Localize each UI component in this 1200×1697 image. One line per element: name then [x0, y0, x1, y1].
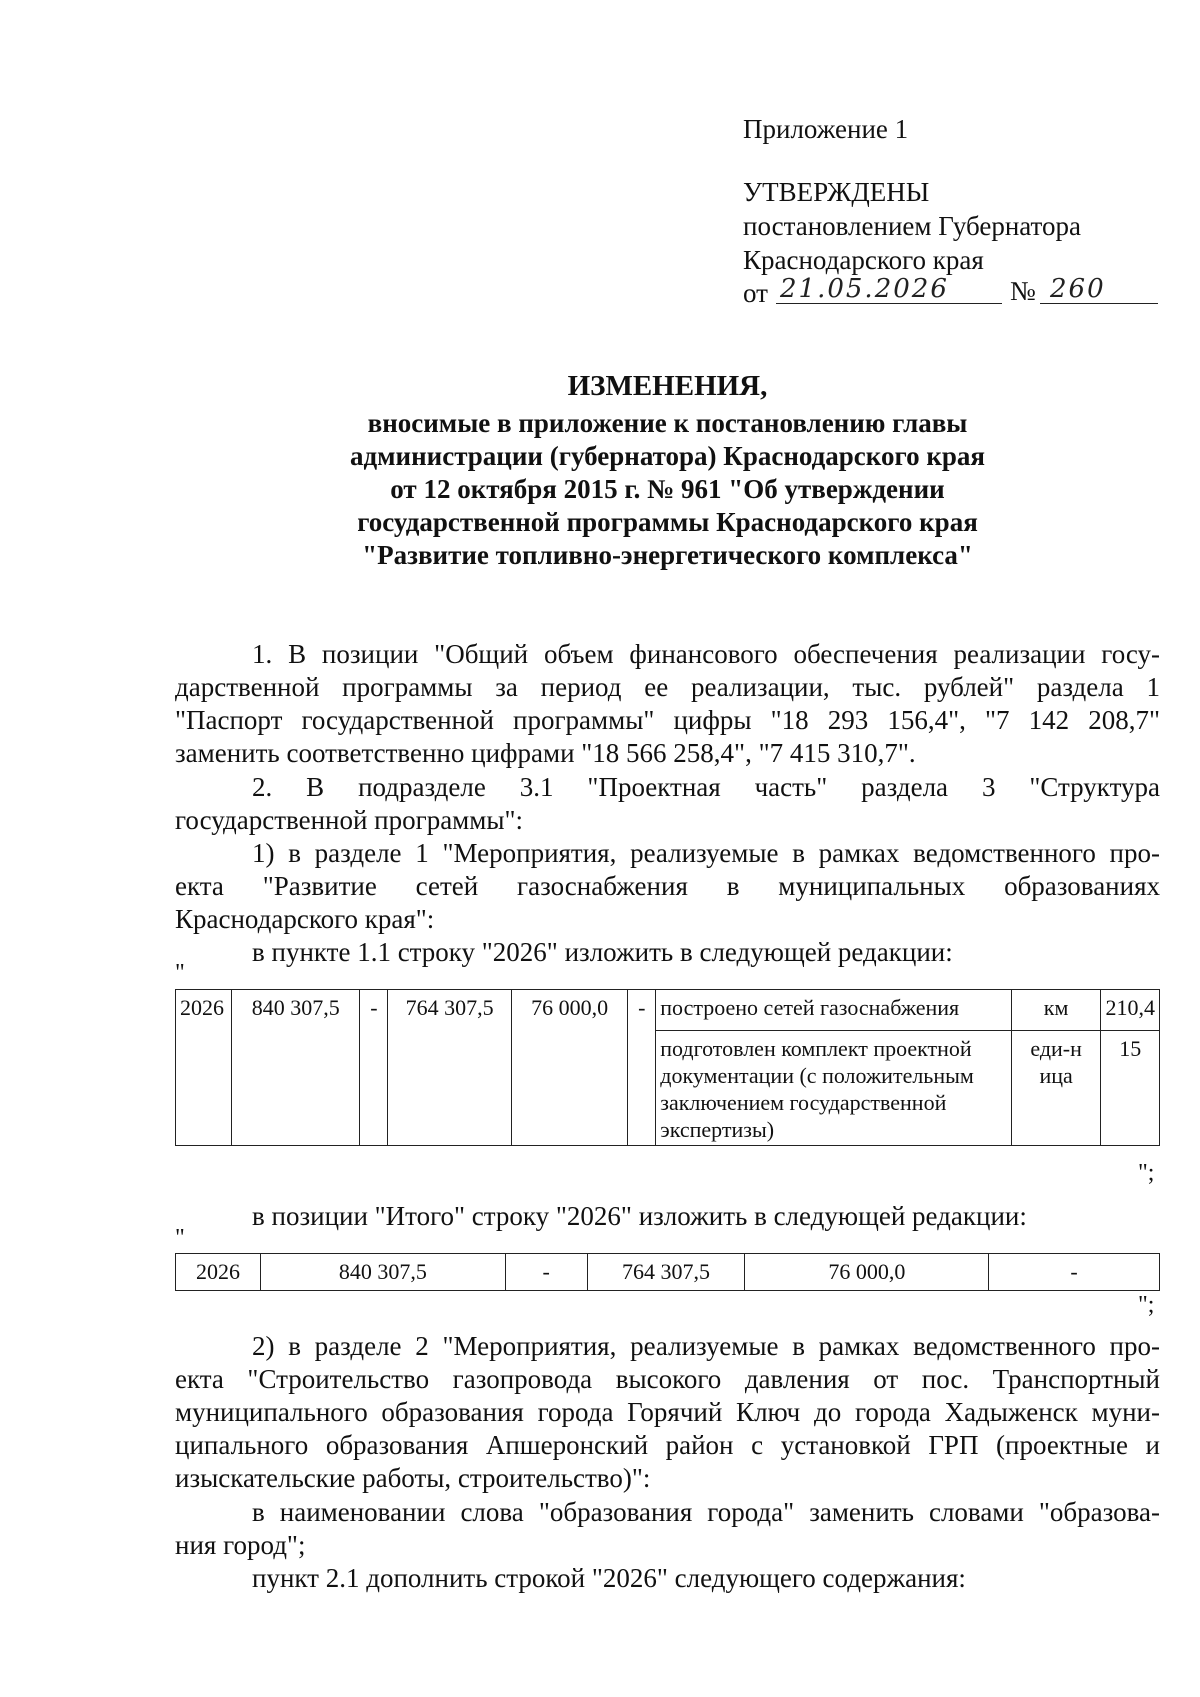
title-line: государственной программы Краснодарского края [357, 507, 978, 537]
regional-cell: 764 307,5 [587, 1254, 745, 1291]
value-cell: 15 [1101, 1031, 1160, 1146]
paragraph-line: 1) в разделе 1 "Мероприятия, реализуемые в рамках ведомственного про- [252, 838, 1160, 868]
appendix-label: Приложение 1 [743, 114, 909, 144]
paragraph-line: изыскательские работы, строительство)": [175, 1463, 651, 1493]
date-underline [776, 303, 1002, 304]
close-quote: "; [1138, 1292, 1155, 1318]
value-cell: 210,4 [1101, 990, 1160, 1031]
decree-line: постановлением Губернатора [743, 211, 1081, 241]
paragraph-line: Краснодарского края": [175, 904, 435, 934]
paragraph-line: екта "Строительство газопровода высокого давления от пос. Транспортный [175, 1364, 1160, 1394]
close-quote: "; [1138, 1160, 1155, 1186]
year-cell: 2026 [176, 1254, 261, 1291]
paragraph-line: 1. В позиции "Общий объем финансового обеспечения реализации госу- [252, 639, 1160, 669]
total-cell: 840 307,5 [231, 990, 359, 1146]
decree-date: 21.05.2026 [780, 274, 949, 304]
federal-cell: - [360, 990, 388, 1146]
paragraph-line: пункт 2.1 дополнить строкой "2026" следующего содержания: [252, 1563, 966, 1593]
paragraph-line: екта "Развитие сетей газоснабжения в муниципальных образованиях [175, 871, 1160, 901]
table-row [176, 990, 1160, 1031]
paragraph-line: 2) в разделе 2 "Мероприятия, реализуемые в рамках ведомственного про- [252, 1331, 1160, 1361]
date-prefix: от [743, 278, 768, 308]
local-cell: 76 000,0 [511, 990, 628, 1146]
year-cell: 2026 [176, 990, 232, 1146]
table-section1-2026 [175, 989, 1160, 1146]
number-underline [1040, 303, 1158, 304]
paragraph-line: заменить соответственно цифрами "18 566 258,4", "7 415 310,7". [175, 738, 916, 768]
paragraph-line: дарственной программы за период ее реализации, тыс. рублей" раздела 1 [175, 672, 1160, 702]
paragraph-line: муниципального образования города Горячий Ключ до города Хадыженск муни- [175, 1397, 1160, 1427]
paragraph-line: в позиции "Итого" строку "2026" изложить в следующей редакции: [252, 1201, 1027, 1231]
title-line: администрации (губернатора) Краснодарского края [349, 441, 986, 471]
paragraph-line: ципального образования Апшеронский район с установкой ГРП (проектные и [175, 1430, 1160, 1460]
indicator-cell: подготовлен комплект проектной документации (с положительным заключением государственной экспертизы) [656, 1031, 1012, 1146]
other-cell: - [989, 1254, 1160, 1291]
total-cell: 840 307,5 [260, 1254, 505, 1291]
paragraph-line: "Паспорт государственной программы" цифры "18 293 156,4", "7 142 208,7" [175, 705, 1160, 735]
title-line: от 12 октября 2015 г. № 961 "Об утверждении [390, 474, 945, 504]
paragraph-line: в наименовании слова "образования города" заменить словами "образова- [252, 1497, 1160, 1527]
title-line: вносимые в приложение к постановлению главы [367, 408, 968, 438]
local-cell: 76 000,0 [745, 1254, 989, 1291]
regional-cell: 764 307,5 [388, 990, 511, 1146]
indicator-cell: построено сетей газоснабжения [656, 990, 1012, 1031]
paragraph-line: ния город"; [175, 1530, 306, 1560]
number-prefix: № [1010, 276, 1036, 306]
paragraph-line: 2. В подразделе 3.1 "Проектная часть" раздела 3 "Структура [252, 772, 1160, 802]
decree-number: 260 [1050, 274, 1106, 304]
approved-label: УТВЕРЖДЕНЫ [743, 177, 930, 207]
open-quote: " [175, 1225, 185, 1251]
region-line: Краснодарского края [743, 245, 984, 275]
paragraph-line: государственной программы": [175, 805, 524, 835]
document-title: ИЗМЕНЕНИЯ, [567, 370, 768, 402]
unit-cell: еди-ница [1011, 1031, 1101, 1146]
title-line: "Развитие топливно-энергетического комплекса" [362, 540, 973, 570]
open-quote: " [175, 960, 185, 986]
other-cell: - [628, 990, 656, 1146]
table-total-2026 [175, 1253, 1160, 1291]
unit-cell: км [1011, 990, 1101, 1031]
paragraph-line: в пункте 1.1 строку "2026" изложить в следующей редакции: [252, 937, 953, 967]
federal-cell: - [505, 1254, 587, 1291]
table-row [176, 1254, 1160, 1291]
